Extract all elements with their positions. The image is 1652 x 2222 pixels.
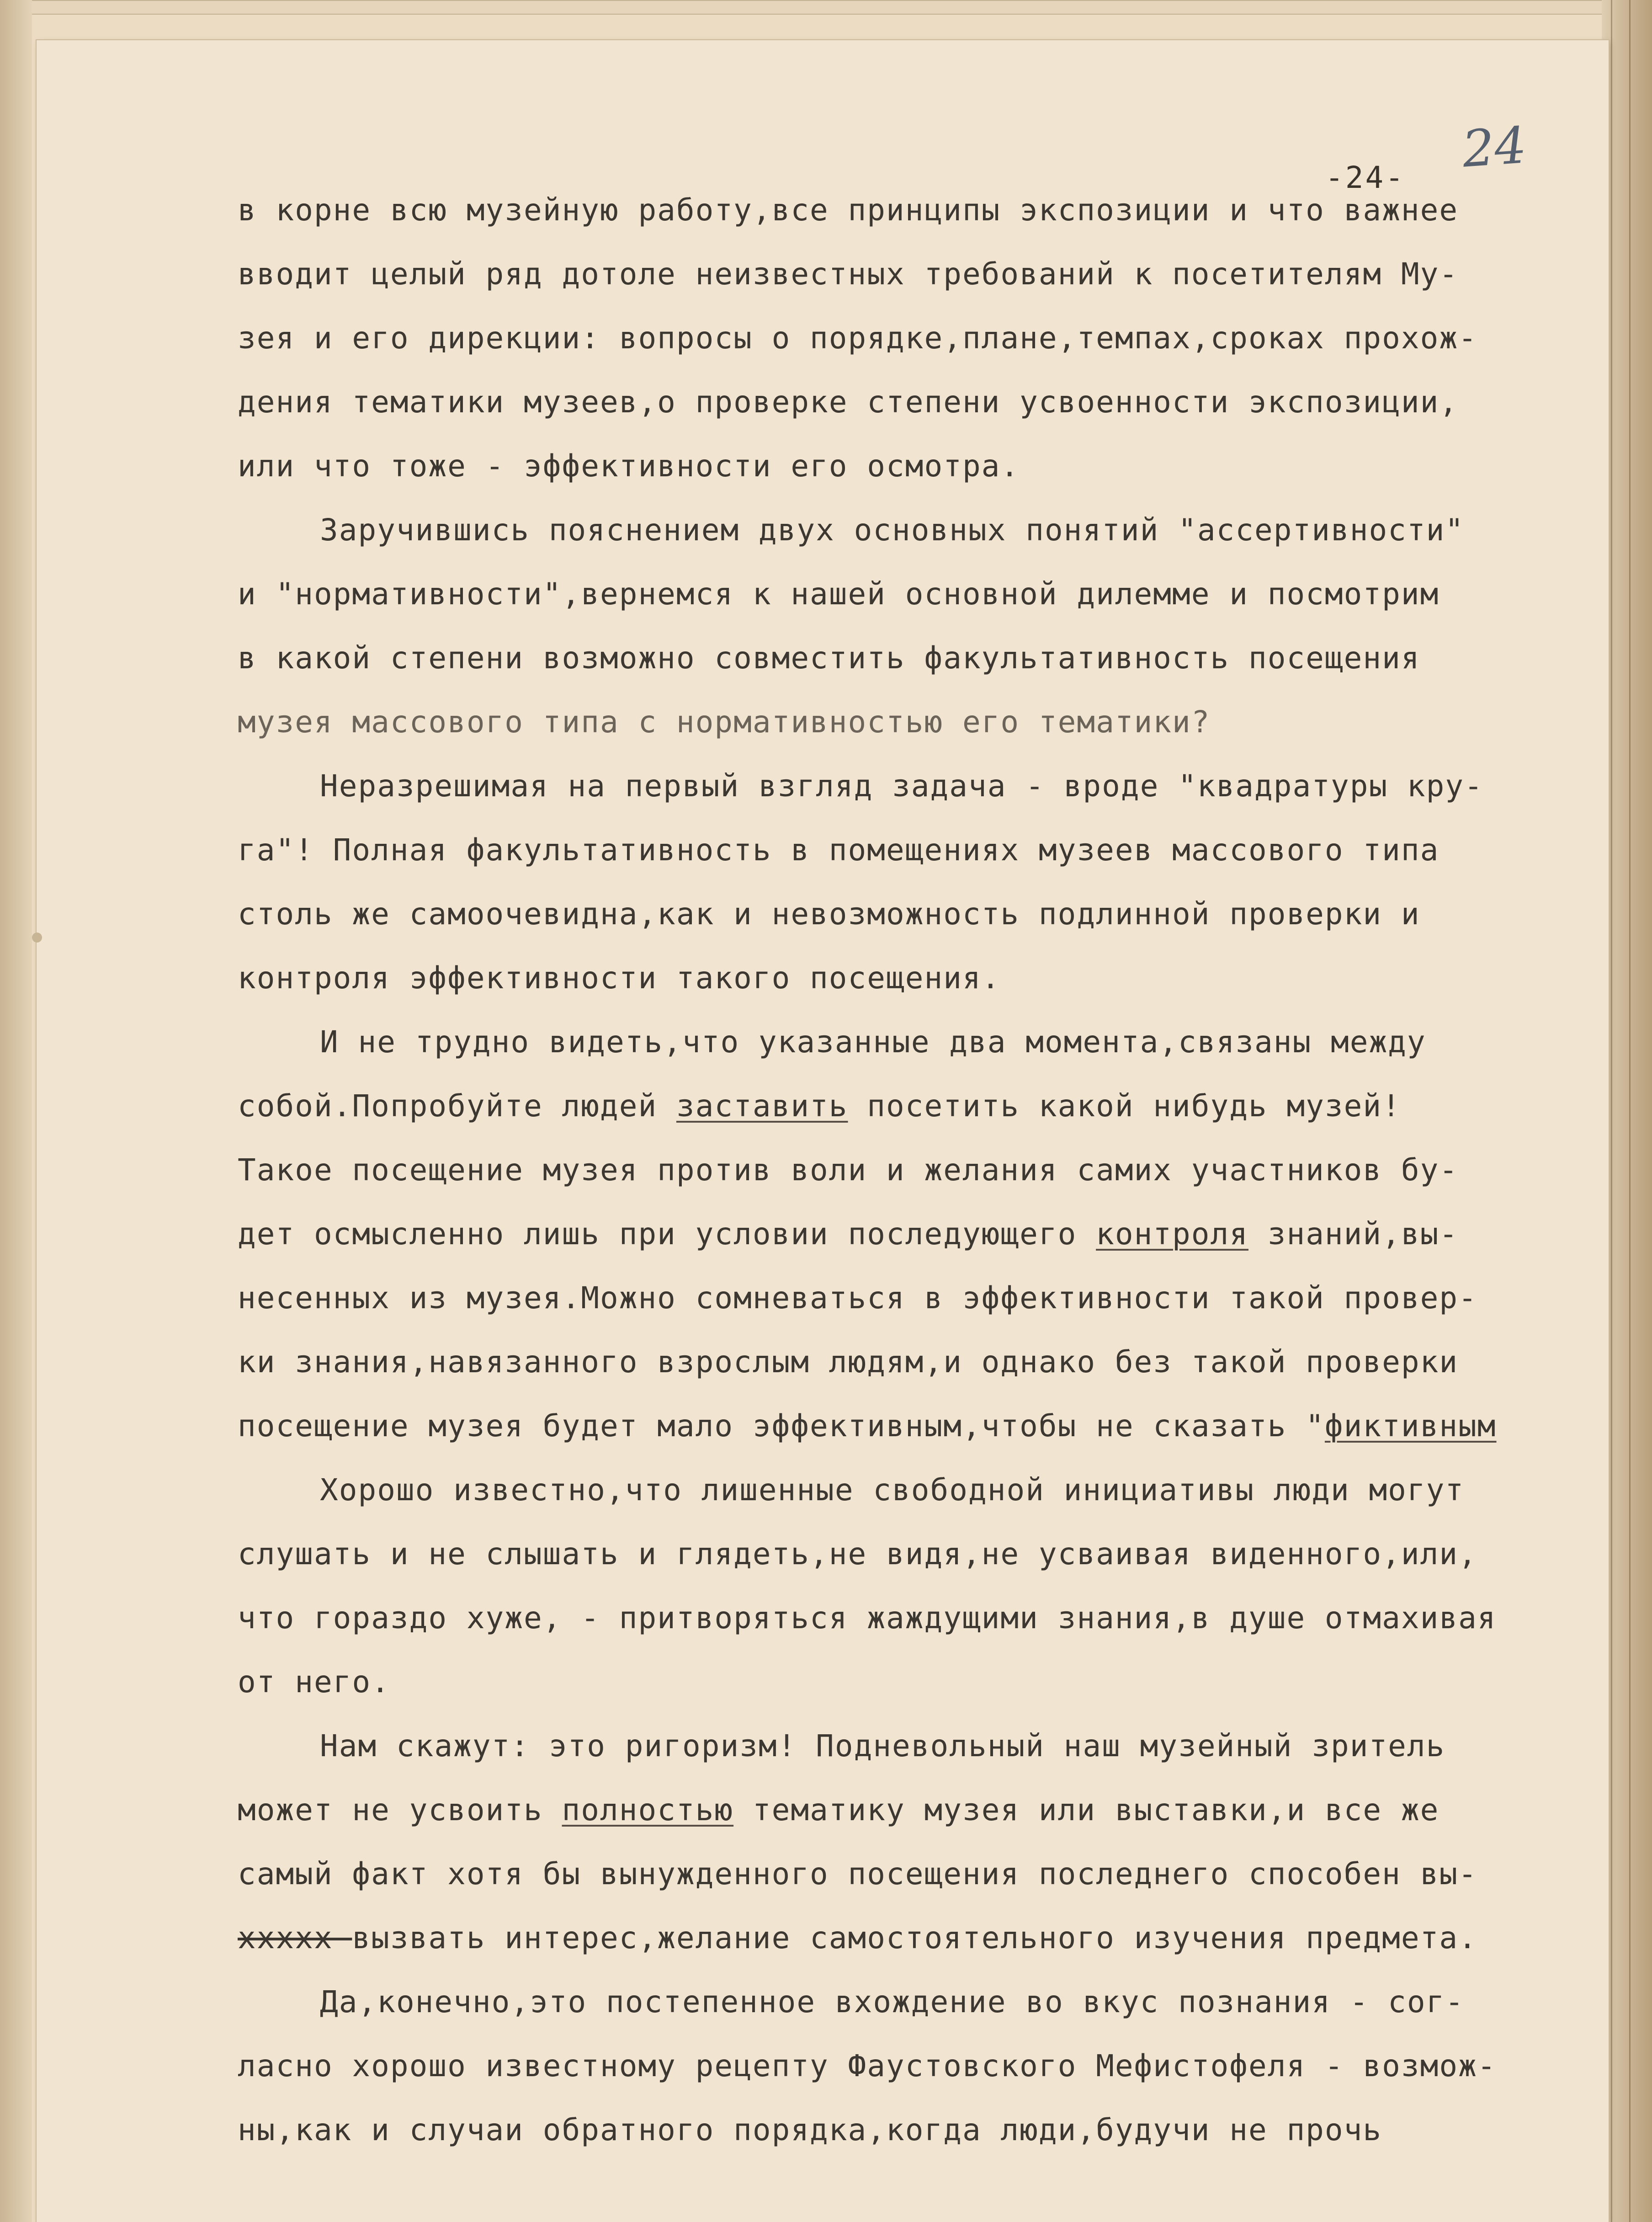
text-segment: от него. xyxy=(238,1664,390,1700)
text-segment: И не трудно видеть,что указанные два момента,связаны между xyxy=(320,1024,1426,1060)
text-segment: Хорошо известно,что лишенные свободной инициативы люди могут xyxy=(320,1472,1465,1508)
text-line xyxy=(238,882,1636,946)
text-segment: музея массового типа с нормативностью его тематики? xyxy=(238,704,1211,740)
text-line xyxy=(238,1266,1636,1330)
text-segment: контроля эффективности такого посещения. xyxy=(238,960,1001,996)
text-line xyxy=(238,370,1636,434)
text-segment: что гораздо хуже, - притворяться жаждущими знания,в душе отмахивая xyxy=(238,1600,1497,1636)
text-segment: или что тоже - эффективности его осмотра. xyxy=(238,448,1020,484)
text-line xyxy=(238,818,1636,882)
text-line xyxy=(238,1138,1636,1202)
text-segment: посетить какой нибудь музей! xyxy=(848,1088,1401,1124)
text-line xyxy=(238,690,1636,754)
text-line xyxy=(238,626,1636,690)
struck-out-text: ххххх xyxy=(238,1920,352,1956)
text-segment: слушать и не слышать и глядеть,не видя,не усваивая виденного,или, xyxy=(238,1536,1477,1572)
text-line xyxy=(238,1394,1636,1458)
text-line xyxy=(238,1202,1636,1266)
text-segment: столь же самоочевидна,как и невозможность подлинной проверки и xyxy=(238,896,1420,932)
handwritten-folio-number: 24 xyxy=(1460,116,1529,179)
text-segment: дет осмысленно лишь при условии последующего xyxy=(238,1216,1096,1252)
left-paper-edge xyxy=(0,0,32,2222)
underlined-word: полностью xyxy=(562,1792,734,1828)
typewritten-page xyxy=(37,40,1609,2222)
text-segment: вызвать интерес,желание самостоятельного изучения предмета. xyxy=(352,1920,1477,1956)
text-line xyxy=(238,178,1636,242)
body-text xyxy=(238,178,1636,2162)
text-segment: Неразрешимая на первый взгляд задача - вроде "квадратуры кру- xyxy=(320,768,1483,804)
text-segment: Такое посещение музея против воли и желания самих участников бу- xyxy=(238,1152,1459,1188)
text-line xyxy=(238,1650,1636,1714)
text-line xyxy=(238,1906,1636,1970)
text-segment: ласно хорошо известному рецепту Фаустовского Мефистофеля - возмож- xyxy=(238,2048,1497,2083)
text-segment: дения тематики музеев,о проверке степени усвоенности экспозиции, xyxy=(238,384,1459,420)
text-line xyxy=(238,1458,1636,1522)
text-line xyxy=(238,946,1636,1010)
text-segment: ки знания,навязанного взрослым людям,и однако без такой проверки xyxy=(238,1344,1459,1380)
text-segment: вводит целый ряд дотоле неизвестных требований к посетителям Му- xyxy=(238,256,1459,292)
text-line xyxy=(238,1842,1636,1906)
text-segment: ны,как и случаи обратного порядка,когда люди,будучи не прочь xyxy=(238,2112,1382,2147)
text-segment: га"! Полная факультативность в помещениях музеев массового типа xyxy=(238,832,1440,868)
text-line xyxy=(238,1010,1636,1074)
underlined-word: заставить xyxy=(676,1088,848,1124)
text-line xyxy=(238,754,1636,818)
text-segment: в какой степени возможно совместить факультативность посещения xyxy=(238,640,1420,676)
text-line xyxy=(238,1970,1636,2034)
underlined-word: фиктивным xyxy=(1324,1408,1497,1444)
text-segment: в корне всю музейную работу,все принципы экспозиции и что важнее xyxy=(238,192,1459,228)
text-line xyxy=(238,306,1636,370)
text-line xyxy=(238,1714,1636,1778)
page-number: -24- xyxy=(1325,160,1405,195)
text-line xyxy=(238,434,1636,498)
text-line xyxy=(238,1778,1636,1842)
text-line xyxy=(238,562,1636,626)
text-segment: знаний,вы- xyxy=(1248,1216,1459,1252)
text-segment: собой.Попробуйте людей xyxy=(238,1088,676,1124)
text-segment: тематику музея или выставки,и все же xyxy=(733,1792,1440,1828)
text-line xyxy=(238,1074,1636,1138)
text-segment: Нам скажут: это ригоризм! Подневольный наш музейный зритель xyxy=(320,1728,1445,1764)
text-line xyxy=(238,2034,1636,2098)
text-segment: зея и его дирекции: вопросы о порядке,плане,темпах,сроках прохож- xyxy=(238,320,1477,356)
text-line xyxy=(238,242,1636,306)
underlined-word: контроля xyxy=(1096,1216,1248,1252)
text-line xyxy=(238,2098,1636,2162)
text-segment: и "нормативности",вернемся к нашей основной дилемме и посмотрим xyxy=(238,576,1440,612)
text-line xyxy=(238,1586,1636,1650)
text-segment: может не усвоить xyxy=(238,1792,562,1828)
text-segment: Заручившись пояснением двух основных понятий "ассертивности" xyxy=(320,512,1465,548)
text-segment: Да,конечно,это постепенное вхождение во вкус познания - сог- xyxy=(320,1984,1465,2020)
text-line xyxy=(238,1522,1636,1586)
text-segment: несенных из музея.Можно сомневаться в эффективности такой провер- xyxy=(238,1280,1477,1316)
text-line xyxy=(238,498,1636,562)
text-segment: посещение музея будет мало эффективным,чтобы не сказать " xyxy=(238,1408,1325,1444)
binding-hole xyxy=(32,932,42,943)
text-segment: самый факт хотя бы вынужденного посещения последнего способен вы- xyxy=(238,1856,1477,1892)
text-line xyxy=(238,1330,1636,1394)
